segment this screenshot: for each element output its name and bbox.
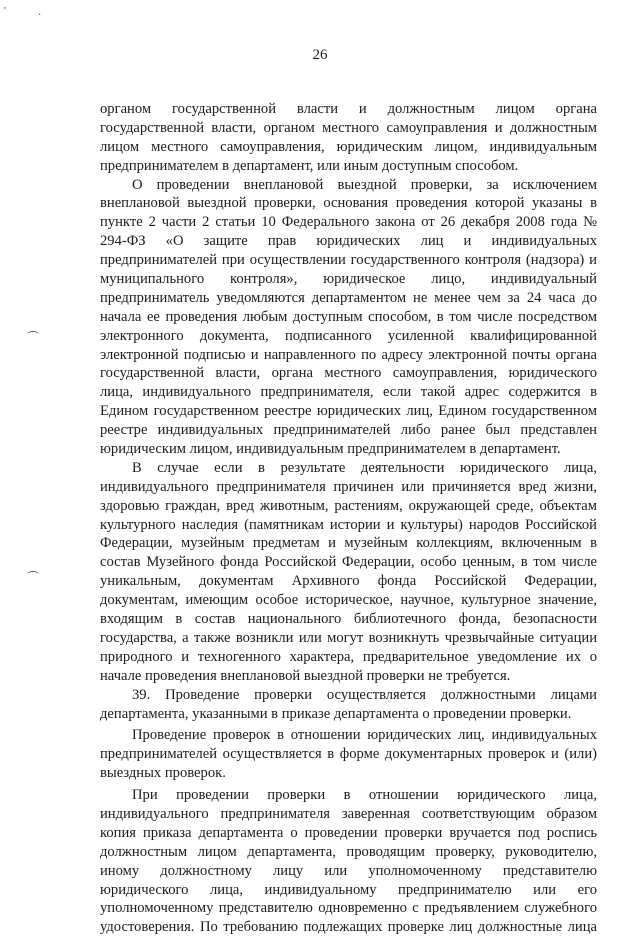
text-line: Едином государственном реестре юридических лиц, Едином государственном — [100, 403, 597, 420]
paragraph — [100, 459, 597, 686]
text-line: предпринимателей осуществляется в форме документарных проверок и (или) — [100, 746, 597, 763]
text-line: индивидуального предпринимателя заверенная соответствующим образом — [100, 805, 597, 822]
text-line: Проведение проверок в отношении юридических лиц, индивидуальных — [132, 727, 597, 744]
text-line: департамента, указанными в приказе департамента о проведении проверки. — [100, 705, 572, 722]
text-line: культурного наследия (памятникам истории и культуры) народов Российской — [100, 516, 597, 533]
text-line: входящим в состав национального библиотечного фонда, безопасности — [100, 611, 597, 628]
text-line: начале проведения внеплановой выездной проверки не требуется. — [100, 667, 511, 684]
corner-mark-2: · — [38, 10, 42, 21]
scan-mark-bottom — [27, 571, 39, 578]
text-line: предприниматель уведомляются департаментом не менее чем за 24 часа до — [100, 289, 597, 306]
text-line: электронной подписью и направленного по адресу электронной почты органа — [100, 346, 597, 363]
text-line: здоровью граждан, вред животным, растениям, окружающей среде, объектам — [100, 497, 597, 514]
paragraph — [100, 176, 597, 459]
text-line: юридическим лицом, индивидуальным предпринимателем в департамент. — [100, 441, 561, 458]
text-line: лица, индивидуального предпринимателя, если такой адрес содержится в — [100, 384, 597, 401]
paragraph — [100, 726, 597, 783]
page-number: 26 — [312, 47, 328, 63]
text-line: природного и техногенного характера, предварительное уведомление их о — [100, 648, 597, 665]
text-line: электронного документа, подписанного усиленной квалифицированной — [100, 327, 597, 344]
text-line: уникальным, документам Архивного фонда Российской Федерации, — [100, 573, 597, 590]
text-line: В случае если в результате деятельности юридического лица, — [132, 459, 597, 476]
text-line: Федерации, музейным предметам и музейным коллекциям, включенным в — [100, 535, 597, 552]
text-line: При проведении проверки в отношении юридического лица, — [132, 787, 597, 804]
text-line: состав Музейного фонда Российской Федерации, особо ценным, в том числе — [100, 554, 597, 571]
paragraph — [100, 686, 597, 724]
text-line: предпринимателем в департамент, или иным доступным способом. — [100, 157, 519, 174]
text-line: 294-ФЗ «О защите прав юридических лиц и индивидуальных — [100, 233, 597, 250]
text-line: документам, имеющим особое историческое, научное, культурное значение, — [100, 592, 597, 609]
text-line: юридического лица, индивидуальному предпринимателю или его — [100, 881, 597, 898]
text-line: должностным лицом департамента, проводящим проверку, руководителю, — [100, 843, 597, 860]
text-line: иному должностному лицу или уполномоченному представителю — [100, 862, 597, 879]
text-line: удостоверения. По требованию подлежащих проверке лиц должностные лица — [100, 919, 597, 936]
corner-mark-1: ' — [4, 6, 6, 17]
text-line: реестре индивидуальных предпринимателей либо ранее был представлен — [100, 422, 597, 439]
text-line: начала ее проведения любым доступным способом, в том числе посредством — [100, 308, 597, 325]
text-line: государственной власти, органа местного самоуправления, юридического — [100, 365, 597, 382]
text-line: пункте 2 части 2 статьи 10 Федерального закона от 26 декабря 2008 года № — [100, 214, 597, 231]
text-line: предпринимателей при осуществлении государственного контроля (надзора) и — [100, 252, 597, 269]
text-line: выездных проверок. — [100, 765, 226, 782]
paragraph — [100, 786, 597, 937]
text-line: индивидуального предпринимателя причинен или причиняется вред жизни, — [100, 478, 597, 495]
paragraph — [100, 100, 597, 176]
text-line: внеплановой выездной проверки, основания проведения которой указаны в — [100, 195, 597, 212]
scan-mark-top — [27, 331, 39, 338]
text-line: органом государственной власти и должностным лицом органа — [100, 101, 597, 117]
text-line: лицом местного самоуправления, юридическим лицом, индивидуальным — [100, 138, 597, 155]
text-line: государственной власти, органом местного самоуправления и должностным — [100, 119, 597, 136]
text-line: копия приказа департамента о проведении проверки вручается под роспись — [100, 824, 597, 841]
text-line: муниципального контроля», юридическое лицо, индивидуальный — [100, 271, 597, 288]
text-line: государства, а также возникли или могут возникнуть чрезвычайные ситуации — [100, 629, 597, 646]
document-body — [100, 100, 597, 937]
text-line: 39. Проведение проверки осуществляется должностными лицами — [132, 686, 597, 703]
text-line: уполномоченному представителю одновременно с предъявлением служебного — [100, 900, 597, 917]
text-line: О проведении внеплановой выездной проверки, за исключением — [132, 176, 597, 193]
